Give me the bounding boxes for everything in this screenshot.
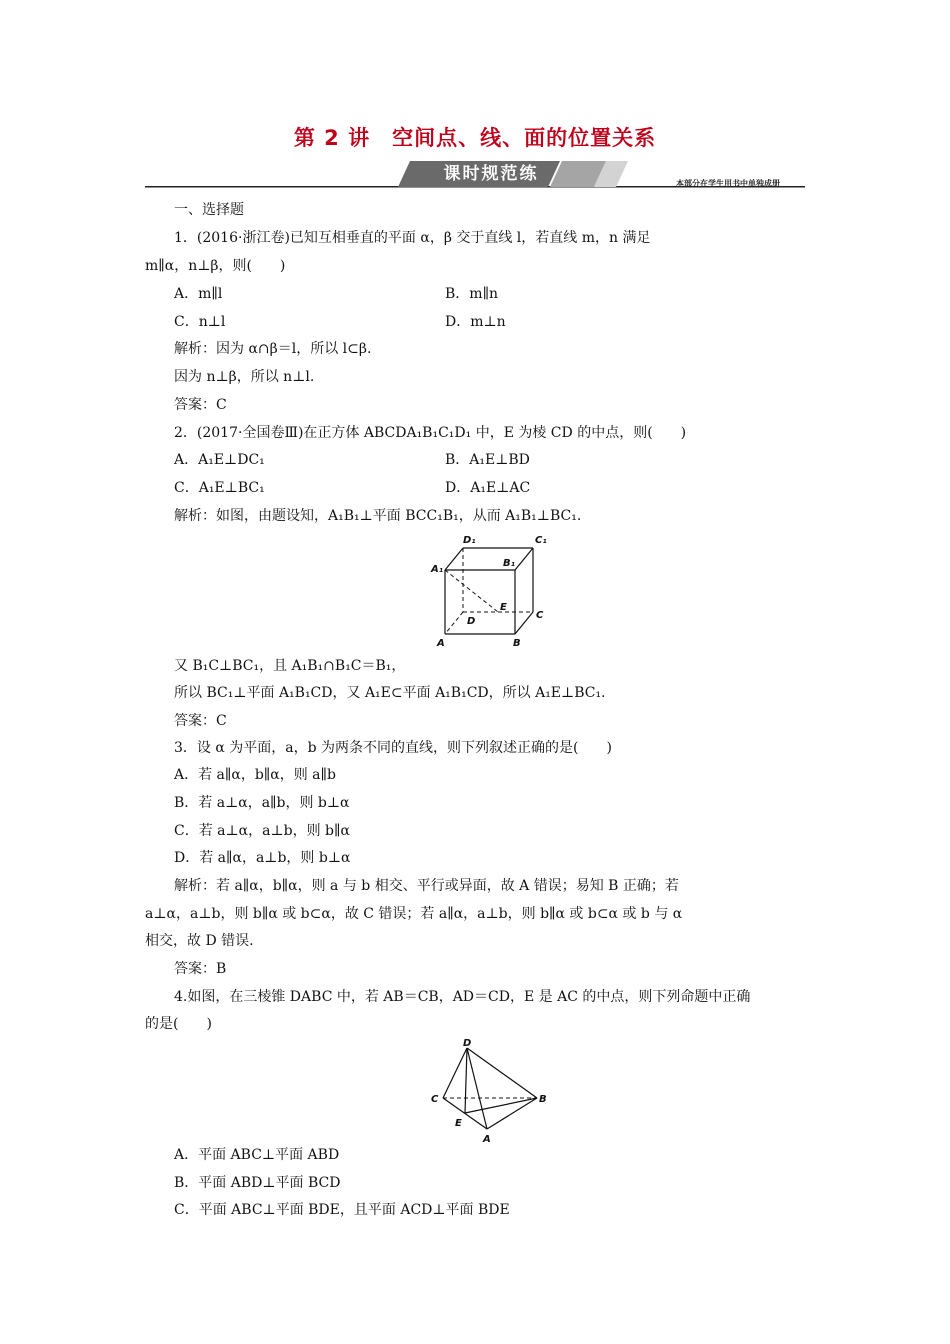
pyramid-figure — [425, 1038, 555, 1148]
q3-option-b: B．若 a⊥α，a∥b，则 b⊥α — [174, 795, 350, 811]
q4-stem-line-2: 的是( ) — [145, 1016, 212, 1032]
q2-solution-line-2: 又 B₁C⊥BC₁，且 A₁B₁∩B₁C＝B₁， — [174, 658, 406, 674]
q2-option-b: B．A₁E⊥BD — [445, 452, 530, 468]
q2-solution-line-3: 所以 BC₁⊥平面 A₁B₁CD，又 A₁E⊂平面 A₁B₁CD，所以 A₁E⊥BC₁. — [174, 685, 606, 701]
q1-answer: 答案：C — [174, 397, 227, 413]
label-a: A — [483, 1134, 491, 1145]
edge-c1-b1 — [515, 548, 533, 570]
edge-d-a — [445, 612, 463, 634]
label-d: D — [463, 1038, 472, 1049]
section-heading: 一、选择题 — [174, 202, 244, 218]
q2-answer: 答案：C — [174, 713, 227, 729]
label-c: C — [536, 610, 544, 621]
q2-option-c: C．A₁E⊥BC₁ — [174, 480, 265, 496]
segment-a1-e — [445, 570, 498, 612]
label-e: E — [500, 602, 507, 613]
q3-answer: 答案：B — [174, 961, 227, 977]
q3-option-c: C．若 a⊥α，a⊥b，则 b∥α — [174, 823, 350, 839]
q3-solution-line-2: a⊥α，a⊥b，则 b∥α 或 b⊂α，故 C 错误；若 a∥α，a⊥b，则 b∥α 或 b⊂α 或 b 与 α — [145, 906, 683, 922]
segment-d-e — [465, 1048, 467, 1113]
q2-solution-line-1: 解析：如图，由题设知，A₁B₁⊥平面 BCC₁B₁，从而 A₁B₁⊥BC₁. — [174, 508, 582, 524]
q1-solution-line-2: 因为 n⊥β，所以 n⊥l. — [174, 369, 315, 385]
edge-c-b — [515, 612, 533, 634]
q1-stem-line-2: m∥α，n⊥β，则( ) — [145, 258, 286, 274]
edge-d-c — [443, 1048, 467, 1098]
q3-stem: 3．设 α 为平面，a，b 为两条不同的直线，则下列叙述正确的是( ) — [174, 740, 612, 756]
label-e: E — [455, 1118, 462, 1129]
label-a: A — [437, 638, 445, 649]
label-c: C — [431, 1094, 439, 1105]
q1-option-d: D．m⊥n — [445, 314, 506, 330]
cube-figure — [425, 530, 555, 650]
label-b: B — [513, 638, 521, 649]
label-b1: B₁ — [503, 558, 516, 569]
banner-note: 本部分在学生用书中单独成册 — [676, 179, 780, 188]
edge-a1-d1 — [445, 548, 463, 570]
label-a1: A₁ — [431, 564, 444, 575]
banner-label: 课时规范练 — [443, 164, 539, 184]
q1-stem-line-1: 1．(2016·浙江卷)已知互相垂直的平面 α，β 交于直线 l，若直线 m，n 满足 — [174, 230, 651, 246]
q1-option-c: C．n⊥l — [174, 314, 226, 330]
q3-solution-line-1: 解析：若 a∥α，b∥α，则 a 与 b 相交、平行或异面，故 A 错误；易知 B 正确；若 — [174, 878, 679, 894]
q3-solution-line-3: 相交，故 D 错误. — [145, 933, 254, 949]
q3-option-d: D．若 a∥α，a⊥b，则 b⊥α — [174, 850, 351, 866]
q1-option-b: B．m∥n — [445, 286, 499, 302]
label-c1: C₁ — [535, 535, 547, 546]
q4-stem-line-1: 4.如图，在三棱锥 DABC 中，若 AB＝CB，AD＝CD，E 是 AC 的中点，则下列命题中正确 — [174, 989, 751, 1005]
q2-stem: 2．(2017·全国卷Ⅲ)在正方体 ABCDA₁B₁C₁D₁ 中，E 为棱 CD 的中点，则( ) — [174, 425, 687, 441]
label-b: B — [539, 1094, 547, 1105]
segment-e-b — [465, 1098, 537, 1113]
label-d: D — [467, 616, 476, 627]
q4-option-b: B．平面 ABD⊥平面 BCD — [174, 1175, 341, 1191]
q2-option-a: A．A₁E⊥DC₁ — [174, 452, 265, 468]
q1-option-a: A．m∥l — [174, 286, 223, 302]
q2-option-d: D．A₁E⊥AC — [445, 480, 531, 496]
q1-solution-line-1: 解析：因为 α∩β＝l，所以 l⊂β. — [174, 341, 372, 357]
q3-option-a: A．若 a∥α，b∥α，则 a∥b — [174, 767, 336, 783]
q4-option-c: C．平面 ABC⊥平面 BDE，且平面 ACD⊥平面 BDE — [174, 1202, 510, 1218]
page-title: 第 2 讲 空间点、线、面的位置关系 — [293, 126, 657, 150]
label-d1: D₁ — [463, 535, 476, 546]
q4-option-a: A．平面 ABC⊥平面 ABD — [174, 1147, 340, 1163]
